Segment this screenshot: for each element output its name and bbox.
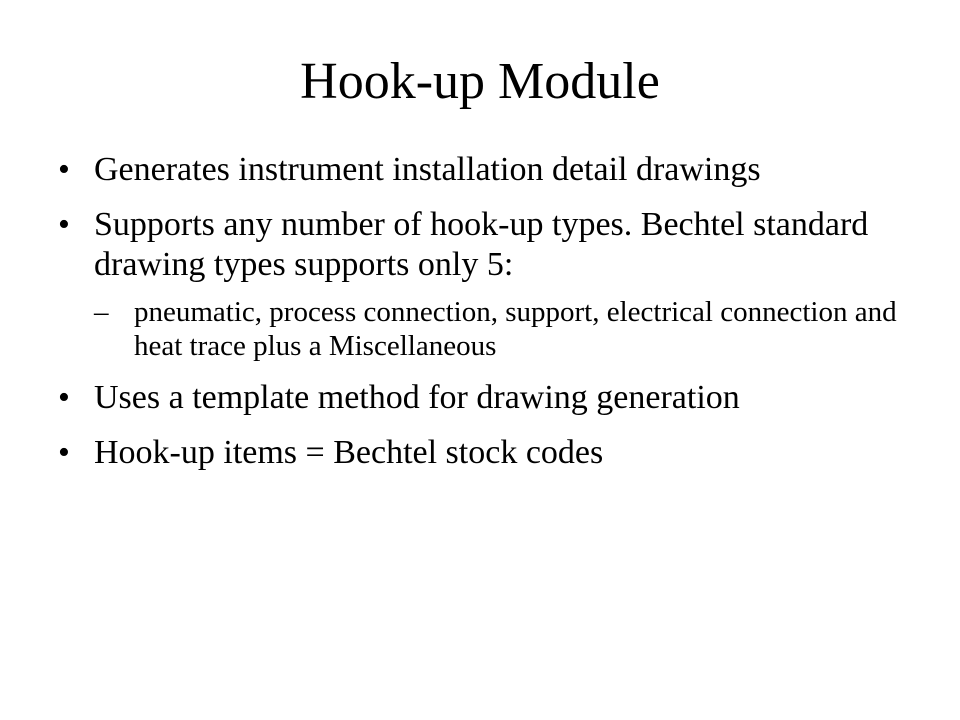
bullet-text: Supports any number of hook-up types. Bechtel standard drawing types supports only 5:	[94, 206, 869, 283]
bullet-text: Generates instrument installation detail drawings	[94, 151, 761, 188]
bullet-marker: •	[58, 434, 70, 471]
bullet-marker: •	[58, 151, 70, 188]
slide-title: Hook-up Module	[300, 53, 660, 110]
sub-bullet-marker: –	[94, 296, 109, 328]
bullet-text: Uses a template method for drawing generation	[94, 379, 740, 416]
bullet-text: Hook-up items = Bechtel stock codes	[94, 434, 604, 471]
sub-bullet-list	[94, 295, 898, 363]
bullet-marker: •	[58, 379, 70, 416]
bullet-item	[58, 378, 898, 418]
bullet-list	[58, 150, 898, 488]
bullet-item	[58, 150, 898, 190]
bullet-marker: •	[58, 206, 70, 243]
bullet-item	[58, 433, 898, 473]
sub-bullet-item	[94, 295, 898, 363]
sub-bullet-text: pneumatic, process connection, support, electrical connection and heat trace plus a Miscellaneous	[134, 296, 897, 362]
bullet-item	[58, 205, 898, 363]
